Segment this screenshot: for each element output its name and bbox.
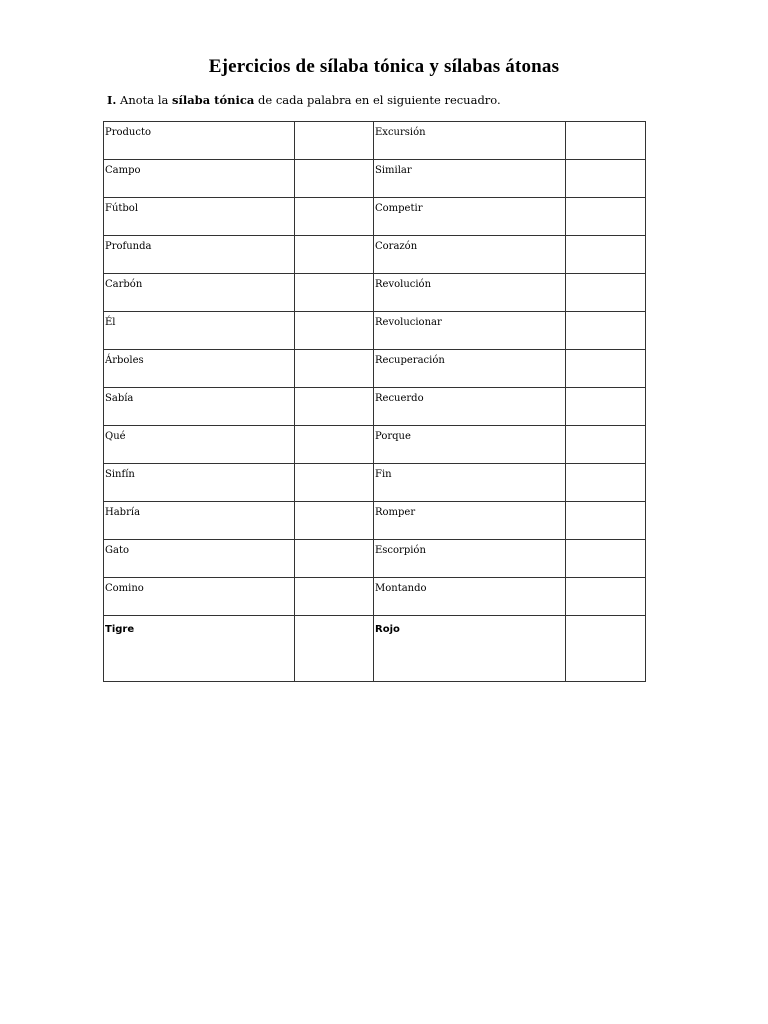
table-row [104, 312, 646, 350]
word-left: Tigre [104, 616, 295, 682]
answer-cell-left[interactable] [295, 616, 374, 682]
word-left: Profunda [104, 236, 295, 274]
answer-cell-right[interactable] [566, 236, 646, 274]
word-left: Árboles [104, 350, 295, 388]
answer-cell-right[interactable] [566, 198, 646, 236]
word-right: Revolucionar [374, 312, 566, 350]
word-left: Habría [104, 502, 295, 540]
word-left: Sabía [104, 388, 295, 426]
word-right: Revolución [374, 274, 566, 312]
table-row [104, 236, 646, 274]
word-right: Excursión [374, 122, 566, 160]
word-right: Porque [374, 426, 566, 464]
word-right: Romper [374, 502, 566, 540]
word-right: Montando [374, 578, 566, 616]
instruction-bold-term: sílaba tónica [172, 93, 255, 107]
word-right: Corazón [374, 236, 566, 274]
answer-cell-right[interactable] [566, 350, 646, 388]
word-table [103, 121, 646, 682]
instruction-number: I. [107, 93, 117, 107]
answer-cell-left[interactable] [295, 236, 374, 274]
table-row [104, 426, 646, 464]
word-left: Comino [104, 578, 295, 616]
instruction-line [107, 93, 501, 107]
table-row [104, 578, 646, 616]
word-right: Escorpión [374, 540, 566, 578]
word-left: Él [104, 312, 295, 350]
answer-cell-right[interactable] [566, 464, 646, 502]
answer-cell-left[interactable] [295, 578, 374, 616]
page-title: Ejercicios de sílaba tónica y sílabas átonas [208, 56, 560, 77]
answer-cell-right[interactable] [566, 274, 646, 312]
table-row [104, 464, 646, 502]
answer-cell-right[interactable] [566, 616, 646, 682]
answer-cell-right[interactable] [566, 426, 646, 464]
word-left: Sinfín [104, 464, 295, 502]
answer-cell-right[interactable] [566, 540, 646, 578]
table-row [104, 350, 646, 388]
word-left: Producto [104, 122, 295, 160]
word-right: Fin [374, 464, 566, 502]
word-right: Competir [374, 198, 566, 236]
word-right: Similar [374, 160, 566, 198]
word-right: Recuperación [374, 350, 566, 388]
answer-cell-left[interactable] [295, 160, 374, 198]
table-row [104, 540, 646, 578]
answer-cell-right[interactable] [566, 122, 646, 160]
table-row [104, 122, 646, 160]
answer-cell-left[interactable] [295, 274, 374, 312]
instruction-text-after: de cada palabra en el siguiente recuadro. [254, 93, 501, 107]
word-left: Fútbol [104, 198, 295, 236]
answer-cell-left[interactable] [295, 426, 374, 464]
answer-cell-right[interactable] [566, 312, 646, 350]
answer-cell-left[interactable] [295, 502, 374, 540]
table-row [104, 198, 646, 236]
table-row [104, 616, 646, 682]
instruction-text-before: Anota la [116, 93, 173, 107]
word-right: Recuerdo [374, 388, 566, 426]
answer-cell-right[interactable] [566, 502, 646, 540]
word-left: Qué [104, 426, 295, 464]
table-row [104, 502, 646, 540]
answer-cell-left[interactable] [295, 312, 374, 350]
word-left: Campo [104, 160, 295, 198]
answer-cell-left[interactable] [295, 388, 374, 426]
answer-cell-left[interactable] [295, 464, 374, 502]
word-left: Carbón [104, 274, 295, 312]
answer-cell-left[interactable] [295, 350, 374, 388]
table-row [104, 160, 646, 198]
answer-cell-left[interactable] [295, 198, 374, 236]
answer-cell-right[interactable] [566, 578, 646, 616]
answer-cell-left[interactable] [295, 122, 374, 160]
table-row [104, 388, 646, 426]
table-row [104, 274, 646, 312]
answer-cell-left[interactable] [295, 540, 374, 578]
word-right: Rojo [374, 616, 566, 682]
answer-cell-right[interactable] [566, 388, 646, 426]
answer-cell-right[interactable] [566, 160, 646, 198]
word-left: Gato [104, 540, 295, 578]
